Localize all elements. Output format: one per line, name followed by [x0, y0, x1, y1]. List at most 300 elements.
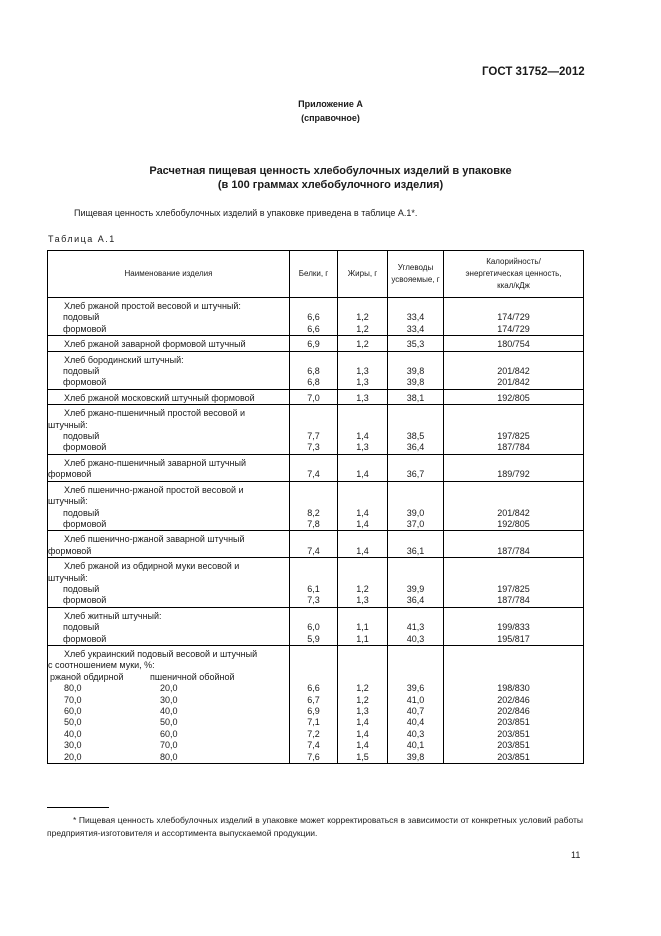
calories-cell: 201/842	[444, 377, 584, 389]
product-name-line2: формовой	[48, 545, 92, 556]
empty-cell	[338, 420, 388, 431]
variant-name: подовый	[63, 507, 100, 518]
table-row	[48, 558, 584, 573]
group-title-line1: Хлеб ржаной из обдирной муки весовой и	[64, 561, 240, 572]
fat-cell: 1,2	[338, 312, 388, 323]
empty-cell	[290, 660, 338, 671]
fat-cell: 1,2	[338, 336, 388, 351]
table-row	[48, 324, 584, 336]
col-header-cal-line3: ккал/кДж	[497, 281, 530, 290]
empty-cell	[338, 672, 388, 683]
calories-cell: 197/825	[444, 431, 584, 442]
appendix-note: (справочное)	[301, 113, 360, 123]
carbs-cell: 39,8	[388, 377, 444, 389]
product-name-line1: Хлеб пшенично-ржаной заварной штучный	[64, 534, 245, 545]
footnote: * Пищевая ценность хлебобулочных изделий в упаковке может корректироваться в зависимости от конкретных условий работы предприятия-изготовителя и ассортимента выпускаемой продукции.	[47, 815, 583, 838]
fat-cell: 1,2	[338, 683, 388, 694]
group-title-cell	[48, 496, 290, 507]
col-header-carbs	[388, 251, 444, 298]
protein-cell: 7,8	[290, 519, 338, 531]
table-row	[48, 366, 584, 377]
wheat-percent: 60,0	[160, 728, 178, 739]
calories-cell: 198/830	[444, 683, 584, 694]
group-title-cell	[48, 481, 290, 496]
calories-cell: 203/851	[444, 740, 584, 751]
empty-cell	[388, 573, 444, 584]
protein-cell: 6,9	[290, 706, 338, 717]
variant-name: формовой	[63, 633, 107, 644]
group-title-cell	[48, 405, 290, 420]
table-header-row	[48, 251, 584, 298]
empty-cell	[444, 607, 584, 622]
fat-cell: 1,4	[338, 729, 388, 740]
calories-cell: 174/729	[444, 312, 584, 323]
protein-cell: 6,6	[290, 312, 338, 323]
group-title: Хлеб бородинский штучный:	[64, 354, 184, 365]
group-title-cell	[48, 660, 290, 671]
variant-name: подовый	[63, 312, 100, 323]
empty-cell	[388, 496, 444, 507]
carbs-cell: 40,7	[388, 706, 444, 717]
empty-cell	[338, 481, 388, 496]
calories-cell: 199/833	[444, 622, 584, 633]
empty-cell	[444, 496, 584, 507]
calories-cell: 180/754	[444, 336, 584, 351]
fat-cell: 1,4	[338, 546, 388, 558]
fat-cell: 1,4	[338, 519, 388, 531]
rye-percent: 80,0	[64, 683, 82, 694]
fat-cell: 1,3	[338, 366, 388, 377]
empty-cell	[388, 420, 444, 431]
table-row	[48, 469, 584, 481]
rye-percent: 20,0	[64, 751, 82, 762]
carbs-cell: 40,3	[388, 634, 444, 646]
variant-name: подовый	[63, 431, 100, 442]
calories-cell: 203/851	[444, 729, 584, 740]
table-row	[48, 695, 584, 706]
rye-percent: 30,0	[64, 740, 82, 751]
group-title: Хлеб житный штучный:	[64, 610, 162, 621]
empty-cell	[444, 645, 584, 660]
empty-cell	[444, 531, 584, 546]
table-row	[48, 389, 584, 404]
subhead-wheat: пшеничной обойной	[150, 671, 235, 682]
product-name: Хлеб ржаной московский штучный формовой	[64, 392, 255, 403]
variant-cell	[48, 740, 290, 751]
col-header-calories	[444, 251, 584, 298]
empty-cell	[388, 660, 444, 671]
empty-cell	[290, 420, 338, 431]
table-row	[48, 442, 584, 454]
carbs-cell: 40,4	[388, 717, 444, 728]
protein-cell: 7,4	[290, 546, 338, 558]
empty-cell	[290, 454, 338, 469]
empty-cell	[290, 558, 338, 573]
protein-cell: 7,6	[290, 752, 338, 764]
variant-cell	[48, 595, 290, 607]
calories-cell: 202/846	[444, 706, 584, 717]
protein-cell: 6,8	[290, 377, 338, 389]
variant-cell	[48, 366, 290, 377]
group-title-cell	[48, 573, 290, 584]
col-header-cal-line1: Калорийность/	[486, 257, 541, 266]
group-title-line2: с соотношением муки, %:	[48, 660, 155, 671]
empty-cell	[338, 496, 388, 507]
fat-cell: 1,3	[338, 442, 388, 454]
carbs-cell: 36,1	[388, 546, 444, 558]
table-row	[48, 312, 584, 323]
document-title	[0, 164, 661, 192]
carbs-cell: 41,0	[388, 695, 444, 706]
variant-cell	[48, 431, 290, 442]
protein-cell: 6,9	[290, 336, 338, 351]
fat-cell: 1,5	[338, 752, 388, 764]
product-name-cell	[48, 531, 290, 546]
carbs-cell: 41,3	[388, 622, 444, 633]
empty-cell	[290, 672, 338, 683]
empty-cell	[444, 558, 584, 573]
table-row	[48, 508, 584, 519]
empty-cell	[444, 481, 584, 496]
table-row	[48, 683, 584, 694]
product-name: Хлеб ржаной заварной формовой штучный	[64, 339, 246, 350]
fat-cell: 1,4	[338, 469, 388, 481]
calories-cell: 201/842	[444, 366, 584, 377]
fat-cell: 1,4	[338, 431, 388, 442]
empty-cell	[338, 298, 388, 313]
carbs-cell: 36,7	[388, 469, 444, 481]
empty-cell	[444, 420, 584, 431]
table-row	[48, 405, 584, 420]
flour-ratio	[48, 683, 289, 694]
flour-ratio	[48, 695, 289, 706]
protein-cell: 7,0	[290, 389, 338, 404]
group-title-line2: штучный:	[48, 419, 88, 430]
table-row	[48, 519, 584, 531]
document-code: ГОСТ 31752—2012	[482, 66, 585, 78]
table-row	[48, 377, 584, 389]
wheat-percent: 30,0	[160, 694, 178, 705]
protein-cell: 8,2	[290, 508, 338, 519]
protein-cell: 7,7	[290, 431, 338, 442]
protein-cell: 6,6	[290, 683, 338, 694]
group-title-line1: Хлеб ржано-пшеничный простой весовой и	[64, 408, 246, 419]
empty-cell	[338, 454, 388, 469]
group-title-line1: Хлеб пшенично-ржаной простой весовой и	[64, 484, 244, 495]
fat-cell: 1,3	[338, 377, 388, 389]
protein-cell: 7,1	[290, 717, 338, 728]
calories-cell: 197/825	[444, 584, 584, 595]
table-row	[48, 584, 584, 595]
calories-cell: 192/805	[444, 519, 584, 531]
variant-cell	[48, 752, 290, 764]
flour-subheads-cell	[48, 672, 290, 683]
table-row	[48, 420, 584, 431]
group-title-cell	[48, 298, 290, 313]
title-line-2: (в 100 граммах хлебобулочного изделия)	[217, 179, 444, 191]
variant-cell	[48, 706, 290, 717]
rye-percent: 40,0	[64, 728, 82, 739]
table-row	[48, 660, 584, 671]
empty-cell	[338, 405, 388, 420]
calories-cell: 187/784	[444, 546, 584, 558]
empty-cell	[444, 573, 584, 584]
empty-cell	[388, 481, 444, 496]
variant-cell	[48, 312, 290, 323]
appendix-title: Приложение А	[298, 99, 363, 109]
fat-cell: 1,2	[338, 584, 388, 595]
empty-cell	[290, 607, 338, 622]
calories-cell: 203/851	[444, 752, 584, 764]
table-row	[48, 336, 584, 351]
variant-cell	[48, 634, 290, 646]
title-line-1: Расчетная пищевая ценность хлебобулочных изделий в упаковке	[149, 165, 512, 177]
empty-cell	[444, 405, 584, 420]
empty-cell	[388, 607, 444, 622]
empty-cell	[290, 645, 338, 660]
empty-cell	[290, 405, 338, 420]
table-row	[48, 481, 584, 496]
intro-paragraph: Пищевая ценность хлебобулочных изделий в упаковке приведена в таблице А.1*.	[74, 208, 418, 218]
carbs-cell: 33,4	[388, 312, 444, 323]
empty-cell	[338, 351, 388, 366]
wheat-percent: 50,0	[160, 717, 178, 728]
fat-cell: 1,1	[338, 634, 388, 646]
carbs-cell: 40,1	[388, 740, 444, 751]
group-title: Хлеб ржаной простой весовой и штучный:	[64, 301, 241, 311]
carbs-cell: 40,3	[388, 729, 444, 740]
wheat-percent: 70,0	[160, 740, 178, 751]
table-row	[48, 634, 584, 646]
appendix-heading	[0, 97, 661, 125]
group-title-cell	[48, 420, 290, 431]
fat-cell: 1,2	[338, 324, 388, 336]
empty-cell	[388, 645, 444, 660]
product-name-cell	[48, 546, 290, 558]
table-row	[48, 546, 584, 558]
table-row	[48, 607, 584, 622]
flour-ratio	[48, 740, 289, 751]
fat-cell: 1,1	[338, 622, 388, 633]
rye-percent: 70,0	[64, 694, 82, 705]
variant-name: формовой	[63, 323, 107, 334]
protein-cell: 6,0	[290, 622, 338, 633]
empty-cell	[388, 351, 444, 366]
fat-cell: 1,4	[338, 740, 388, 751]
table-row	[48, 752, 584, 764]
variant-cell	[48, 683, 290, 694]
variant-name: подовый	[63, 583, 100, 594]
empty-cell	[444, 351, 584, 366]
empty-cell	[290, 531, 338, 546]
variant-name: подовый	[63, 622, 100, 633]
col-header-carbs-line1: Углеводы	[397, 263, 434, 272]
table-row	[48, 706, 584, 717]
carbs-cell: 36,4	[388, 595, 444, 607]
variant-cell	[48, 508, 290, 519]
nutrition-table	[47, 250, 584, 764]
empty-cell	[388, 298, 444, 313]
variant-name: формовой	[63, 518, 107, 529]
table-row	[48, 531, 584, 546]
protein-cell: 6,6	[290, 324, 338, 336]
variant-name: формовой	[63, 442, 107, 453]
variant-cell	[48, 442, 290, 454]
protein-cell: 7,2	[290, 729, 338, 740]
calories-cell: 203/851	[444, 717, 584, 728]
group-title-cell	[48, 607, 290, 622]
fat-cell: 1,4	[338, 508, 388, 519]
protein-cell: 6,8	[290, 366, 338, 377]
calories-cell: 187/784	[444, 442, 584, 454]
carbs-cell: 39,8	[388, 366, 444, 377]
variant-cell	[48, 584, 290, 595]
variant-cell	[48, 695, 290, 706]
product-name-cell	[48, 469, 290, 481]
table-row	[48, 298, 584, 313]
table-row	[48, 431, 584, 442]
group-title-cell	[48, 645, 290, 660]
variant-cell	[48, 717, 290, 728]
flour-ratio	[48, 717, 289, 728]
product-name-line1: Хлеб ржано-пшеничный заварной штучный	[64, 457, 246, 468]
empty-cell	[338, 531, 388, 546]
empty-cell	[290, 351, 338, 366]
fat-cell: 1,3	[338, 595, 388, 607]
flour-ratio	[48, 752, 289, 763]
wheat-percent: 40,0	[160, 706, 178, 716]
table-body	[48, 298, 584, 764]
subhead-rye: ржаной обдирной	[50, 671, 124, 682]
carbs-cell: 35,3	[388, 336, 444, 351]
calories-cell: 174/729	[444, 324, 584, 336]
calories-cell: 201/842	[444, 508, 584, 519]
product-name-cell	[48, 336, 290, 351]
calories-cell: 192/805	[444, 389, 584, 404]
col-header-protein: Белки, г	[290, 251, 338, 298]
calories-cell: 195/817	[444, 634, 584, 646]
variant-cell	[48, 519, 290, 531]
rye-percent: 50,0	[64, 717, 82, 728]
empty-cell	[338, 645, 388, 660]
fat-cell: 1,4	[338, 717, 388, 728]
table-row	[48, 496, 584, 507]
product-name-cell	[48, 389, 290, 404]
empty-cell	[388, 531, 444, 546]
variant-name: подовый	[63, 366, 100, 377]
table-row	[48, 740, 584, 751]
table-row	[48, 729, 584, 740]
empty-cell	[388, 454, 444, 469]
fat-cell: 1,2	[338, 695, 388, 706]
variant-cell	[48, 622, 290, 633]
carbs-cell: 33,4	[388, 324, 444, 336]
carbs-cell: 39,0	[388, 508, 444, 519]
product-name-cell	[48, 454, 290, 469]
carbs-cell: 36,4	[388, 442, 444, 454]
calories-cell: 202/846	[444, 695, 584, 706]
empty-cell	[388, 405, 444, 420]
calories-cell: 187/784	[444, 595, 584, 607]
table-row	[48, 717, 584, 728]
product-name-line2: формовой	[48, 469, 92, 480]
table-row	[48, 622, 584, 633]
protein-cell: 7,3	[290, 442, 338, 454]
carbs-cell: 39,8	[388, 752, 444, 764]
rye-percent: 60,0	[64, 706, 82, 716]
protein-cell: 6,1	[290, 584, 338, 595]
carbs-cell: 37,0	[388, 519, 444, 531]
table-row	[48, 672, 584, 683]
flour-ratio	[48, 729, 289, 740]
variant-cell	[48, 324, 290, 336]
empty-cell	[444, 660, 584, 671]
carbs-cell: 39,6	[388, 683, 444, 694]
variant-cell	[48, 377, 290, 389]
variant-name: формовой	[63, 377, 107, 388]
empty-cell	[388, 558, 444, 573]
group-title-cell	[48, 558, 290, 573]
table-row	[48, 595, 584, 607]
empty-cell	[444, 672, 584, 683]
col-header-carbs-line2: усвояемые, г	[391, 275, 440, 284]
fat-cell: 1,3	[338, 706, 388, 717]
empty-cell	[444, 454, 584, 469]
fat-cell: 1,3	[338, 389, 388, 404]
empty-cell	[290, 496, 338, 507]
empty-cell	[338, 573, 388, 584]
table-row	[48, 573, 584, 584]
flour-ratio	[48, 706, 289, 717]
wheat-percent: 80,0	[160, 751, 178, 762]
protein-cell: 7,3	[290, 595, 338, 607]
calories-cell: 189/792	[444, 469, 584, 481]
empty-cell	[388, 672, 444, 683]
flour-subheads	[48, 672, 289, 683]
protein-cell: 6,7	[290, 695, 338, 706]
table-row	[48, 645, 584, 660]
group-title-line2: штучный:	[48, 572, 88, 583]
footnote-divider	[47, 807, 109, 808]
group-title-line1: Хлеб украинский подовый весовой и штучный	[64, 648, 258, 659]
wheat-percent: 20,0	[160, 683, 178, 694]
variant-name: формовой	[63, 595, 107, 606]
protein-cell: 7,4	[290, 740, 338, 751]
col-header-fat: Жиры, г	[338, 251, 388, 298]
page-number: 11	[571, 850, 581, 860]
variant-cell	[48, 729, 290, 740]
group-title-line2: штучный:	[48, 496, 88, 507]
group-title-cell	[48, 351, 290, 366]
empty-cell	[338, 607, 388, 622]
table-row	[48, 454, 584, 469]
table-label: Таблица А.1	[48, 234, 116, 244]
empty-cell	[338, 558, 388, 573]
empty-cell	[290, 573, 338, 584]
carbs-cell: 39,9	[388, 584, 444, 595]
carbs-cell: 38,5	[388, 431, 444, 442]
carbs-cell: 38,1	[388, 389, 444, 404]
empty-cell	[338, 660, 388, 671]
protein-cell: 7,4	[290, 469, 338, 481]
table-row	[48, 351, 584, 366]
col-header-cal-line2: энергетическая ценность,	[465, 269, 562, 278]
protein-cell: 5,9	[290, 634, 338, 646]
empty-cell	[290, 298, 338, 313]
empty-cell	[444, 298, 584, 313]
empty-cell	[290, 481, 338, 496]
col-header-name: Наименование изделия	[48, 251, 290, 298]
